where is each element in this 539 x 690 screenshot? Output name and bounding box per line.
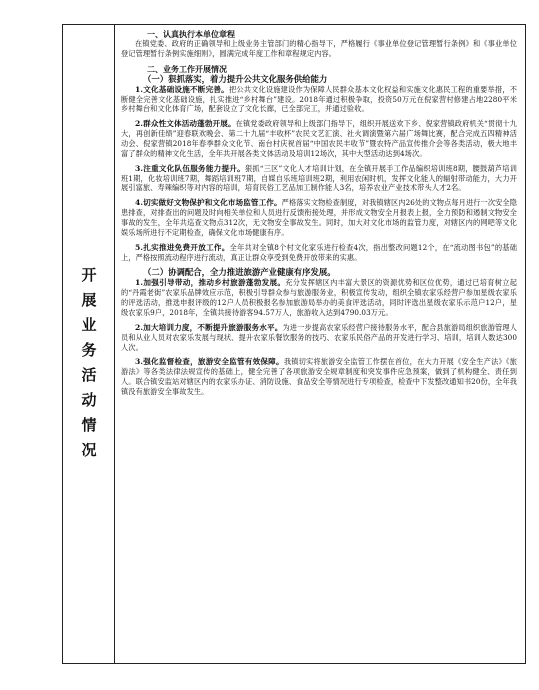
- paragraph: [121, 278, 517, 317]
- content-cell: [121, 29, 517, 661]
- item-title: 1.文化基础设施不断完善。: [135, 84, 229, 94]
- row-header-label: [75, 263, 103, 463]
- paragraph: [121, 85, 517, 115]
- item-text: 在镇党委政府领导和上级部门指导下，组织开展送欢下乡、倪家营镇政府机关“贯彻十九大，再创新佳绩”迎春联欢晚会、第二十九届“丰收杯”农民文艺汇演、社火调演暨第六届广场舞比赛，配合完成五四精神活动会、倪家营镇2018年春季群众文化节、南台村庆祝首届“中国农民丰收节”暨农特产品宣传推介会等各类活动，极大地丰富了群众的精神文化生活，全年共开展各类文体活动及培训12场次，其中大型活动达到4场次。: [121, 119, 517, 158]
- section1-text: 在镇党委、政府的正确领导和上级业务主管部门的精心指导下，严格履行《事业单位登记管理暂行条例》和《事业单位登记管理暂行条例实施细则》，圆满完成年度工作和章程规定内容。: [121, 39, 517, 58]
- section2-heading: 二、业务工作开展情况: [147, 63, 227, 74]
- label-char: 务: [81, 341, 97, 359]
- paragraph: [121, 119, 517, 158]
- item-text: 全年共对全镇8个村文化家乐进行检查4次，指出整改问题12个，在“流动图书包”的基础上，严格按照流动程序进行流动，真正让群众享受到免费开放带来的实惠。: [121, 242, 517, 262]
- paragraph: [121, 164, 517, 194]
- paragraph: [121, 357, 517, 396]
- item-title: 2.加大培训力度，不断提升旅游服务水平。: [135, 322, 283, 332]
- item-text: 充分发挥辖区内丰富大景区的资源优势和区位优势，通过已培育树立起的“丹霞老街”农家乐品牌效应示范，积极引导群众参与旅游服务业，积极宣传发动，组织全镇农家乐经营户参加星级农家乐的评选活动，推选申报评级的12户人员积极报名参加旅游局举办的美食评选活动，同时评选出星级农家乐示范户12户，星级农家乐9户，2018年，全镇共接待游客94.57万人，旅游收入达到4790.03万元。: [121, 278, 517, 317]
- label-char: 动: [81, 391, 97, 409]
- label-char: 活: [81, 366, 97, 384]
- item-title: 5.扎实推进免费开放工作。: [135, 242, 230, 252]
- paragraph: [121, 198, 517, 237]
- paragraph: [121, 323, 517, 353]
- item-text: 把公共文化设施建设作为保障人民群众基本文化权益和实施文化惠民工程的重要举措，不断健全完善文化基础设施，扎实推进“乡村舞台”建设。2018年通过积极争取，投资50万元在倪家营村修建占地2280平米乡村舞台和文化体育广场，配套设立了文化长廊，已全部完工，并通过验收。: [121, 84, 517, 114]
- row-header-cell: [63, 25, 115, 663]
- label-char: 开: [81, 266, 97, 284]
- paragraph: [121, 243, 517, 263]
- label-char: 情: [81, 416, 97, 434]
- label-char: 况: [81, 441, 97, 459]
- section1-heading: 一、认真执行本单位章程: [147, 29, 235, 39]
- item-text: 为进一步提高农家乐经营户接待服务水平，配合县旅游局组织旅游管理人员和从业人员对农家乐发展与现状、提升农家乐餐饮服务的技巧、农家乐民俗产品的开发进行学习、培训，培训人数达300人次。: [121, 322, 517, 352]
- item-title: 1.加强引导带动，推动乡村旅游蓬勃发展。: [135, 278, 286, 288]
- item-title: 2.群众性文体活动蓬勃开展。: [135, 119, 236, 129]
- sub1-heading: （一）狠抓落实，着力提升公共文化服务供给能力: [143, 73, 328, 84]
- label-char: 展: [81, 291, 97, 309]
- item-title: 4.切实做好文物保护和文化市场监管工作。: [135, 198, 282, 208]
- report-table: [62, 24, 526, 664]
- item-text: 狠抓“三区”文化人才培训计划，在全镇开展手工作品编织培训班8期，腰鼓葫芦培训班1期，化妆培训班7期，舞蹈培训班7期，自媒自乐班培训班2期，利用农闲时机，发挥文化能人的辐射带动能力，大力开展引富旅、寿辣编织等对内容的培训，培育民俗工艺品加工制作能人3名，培养农业产业技术带头人才2名。: [121, 163, 517, 193]
- item-title: 3.注重文化队伍服务能力提升。: [135, 163, 245, 173]
- sub2-heading: （二）协调配合，全力推进旅游产业健康有序发展。: [143, 267, 336, 278]
- item-title: 3.强化监督检查，旅游安全监管有效保障。: [135, 357, 284, 367]
- item-text: 我镇切实将旅游安全监管工作摆在首位，在大力开展《安全生产法》《旅游法》等各类法律法规宣传的基础上，健全完善了各项旅游安全规章制度和突发事件应急预案，做到了机构健全、责任到人。联合镇安监站对辖区内的农家乐办证、消防设施、食品安全等情况进行专项检查，检查中下发整改通知书20份，全年我镇没有旅游安全事故发生。: [121, 357, 517, 396]
- label-char: 业: [81, 316, 97, 334]
- item-text: 严格落实文物检查制度，对我镇辖区内26处的文物点每月进行一次安全隐患排查，对排查出的问题及时向相关单位和人员进行反馈衔接处理，并形成文物安全月报表上报，全力预防和遏制文物安全事故的发生，全年共巡查文物点312次，无文物安全事故发生。同时，加大对文化市场的监管力度，对辖区内的网吧等文化娱乐场所进行不定期检查，确保文化市场健康有序。: [121, 198, 517, 237]
